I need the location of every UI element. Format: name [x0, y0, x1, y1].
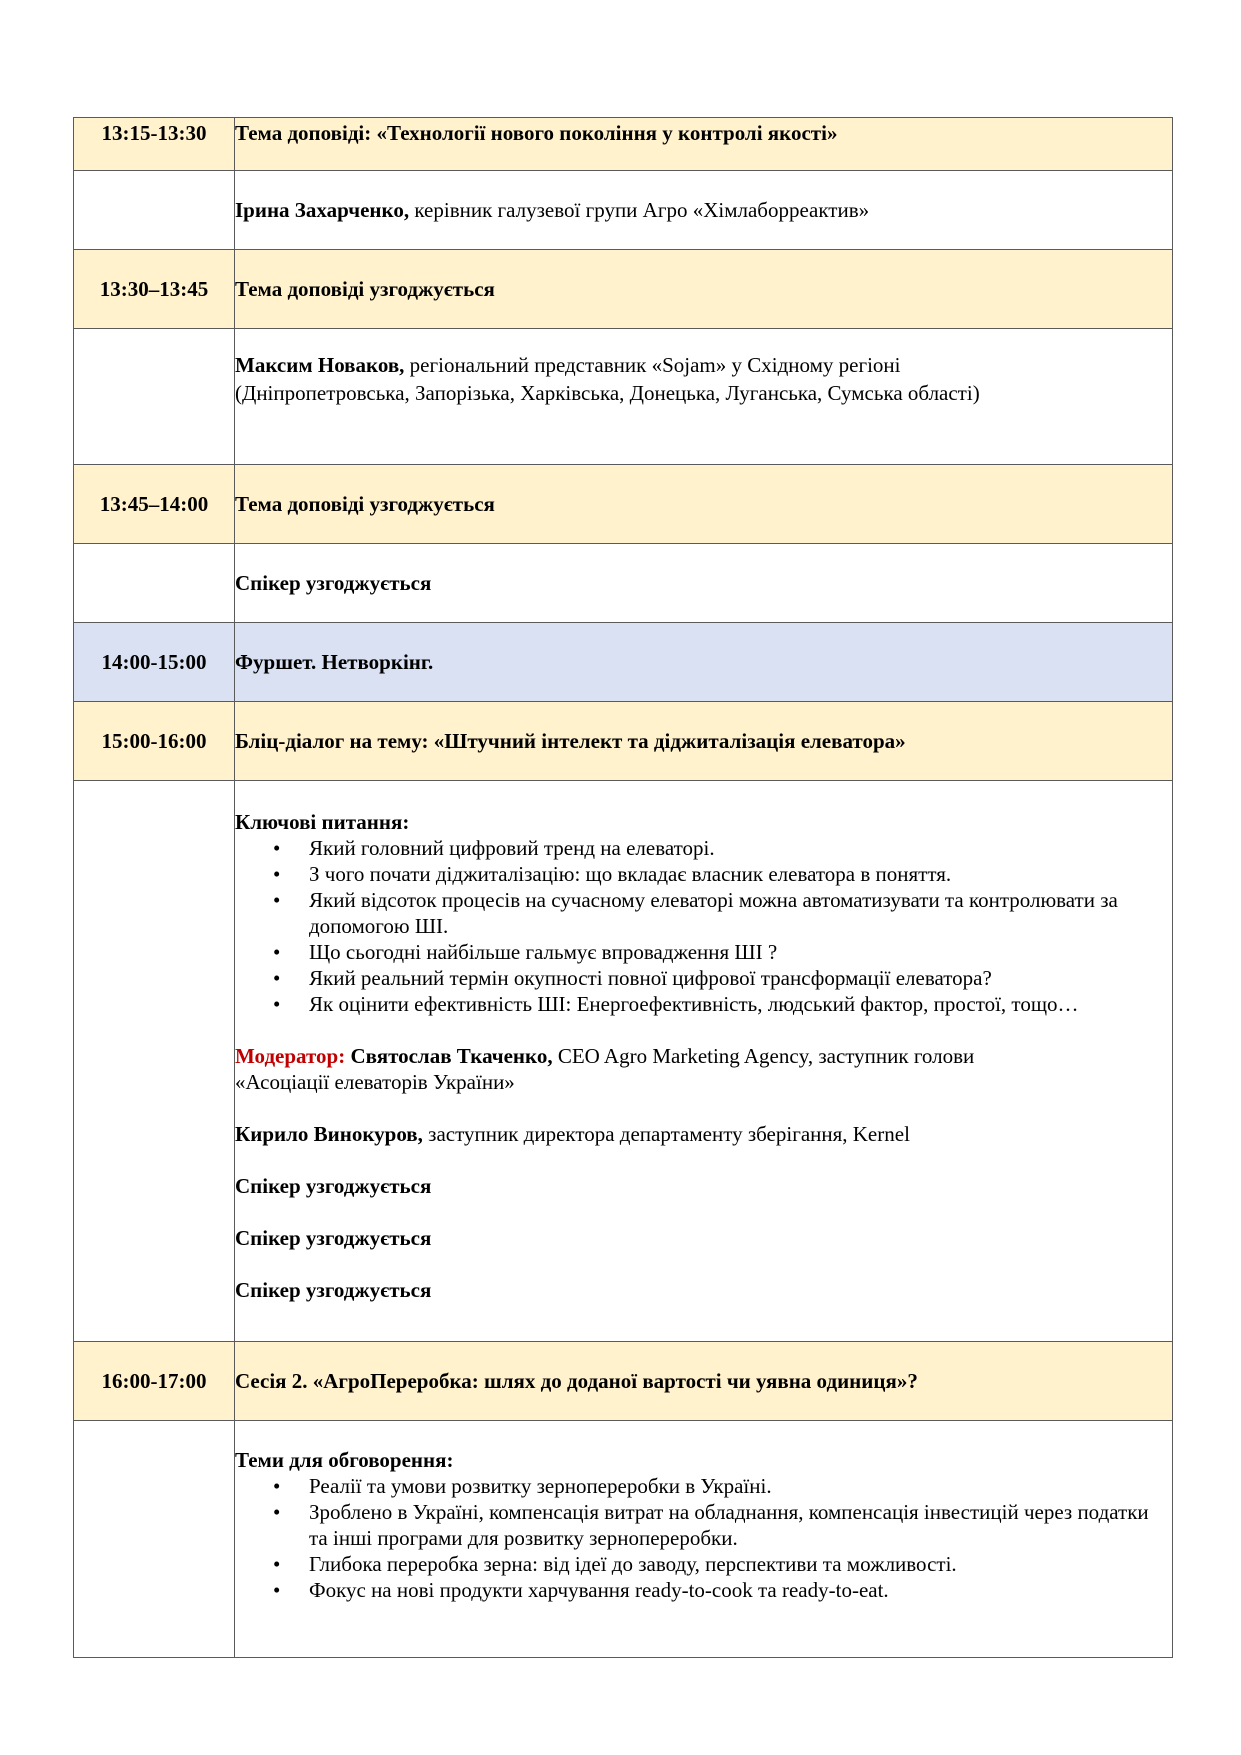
- time-cell: 15:00-16:00: [74, 702, 235, 781]
- details-cell: [235, 781, 1173, 1342]
- agenda-row-details: [74, 1421, 1173, 1658]
- topic-cell: Тема доповіді узгоджується: [235, 250, 1173, 329]
- speaker-regions: (Дніпропетровська, Запорізька, Харківська, Донецька, Луганська, Сумська області): [235, 381, 980, 405]
- moderator-org: «Асоціації елеваторів України»: [235, 1070, 515, 1094]
- bullet-icon: •: [273, 1474, 281, 1498]
- agenda-row-time: [74, 118, 1173, 171]
- speaker-role: заступник директора департаменту зберігання, Kernel: [422, 1122, 910, 1146]
- speaker-tbd: Спікер узгоджується: [235, 1278, 432, 1302]
- topics-heading: Теми для обговорення:: [235, 1448, 454, 1472]
- bullet-icon: •: [273, 940, 281, 964]
- bullet-icon: •: [273, 1500, 281, 1524]
- agenda-row-speaker: [74, 329, 1173, 465]
- agenda-row-speaker: [74, 544, 1173, 623]
- list-item: • Як оцінити ефективність ШІ: Енергоефективність, людський фактор, простої, тощо…: [273, 992, 1079, 1016]
- speaker-name: Максим Новаков,: [235, 353, 405, 377]
- list-item: • Зроблено в Україні, компенсація витрат на обладнання, компенсація інвестицій через податки та інші програми для розвитку зернопереробки.: [273, 1500, 1149, 1550]
- bullet-icon: •: [273, 888, 281, 912]
- topic-cell: Сесія 2. «АгроПереробка: шлях до доданої вартості чи уявна одиниця»?: [235, 1342, 1173, 1421]
- speaker-role: регіональний представник «Sojam» у Східному регіоні: [404, 353, 901, 377]
- moderator-line: [235, 1043, 1172, 1069]
- topic-cell: Бліц-діалог на тему: «Штучний інтелект та діджиталізація елеватора»: [235, 702, 1173, 781]
- speaker-name: Кирило Винокуров,: [235, 1122, 423, 1146]
- topic-cell: Тема доповіді узгоджується: [235, 465, 1173, 544]
- empty-time-cell: [74, 329, 235, 465]
- speaker-tbd: Спікер узгоджується: [235, 1226, 432, 1250]
- bullet-icon: •: [273, 1578, 281, 1602]
- agenda-row-details: [74, 781, 1173, 1342]
- speaker-role: керівник галузевої групи Агро «Хімлаборреактив»: [409, 197, 870, 222]
- bullet-icon: •: [273, 992, 281, 1016]
- list-item: • Що сьогодні найбільше гальмує впровадження ШІ ?: [273, 940, 778, 964]
- agenda-row-break: [74, 623, 1173, 702]
- time-cell: 13:45–14:00: [74, 465, 235, 544]
- agenda-row-time: [74, 702, 1173, 781]
- agenda-row-time: [74, 465, 1173, 544]
- details-cell: [235, 1421, 1173, 1658]
- empty-time-cell: [74, 171, 235, 250]
- list-item: • Фокус на нові продукти харчування ready-to-cook та ready-to-eat.: [273, 1578, 889, 1602]
- speaker-line: [235, 1121, 1172, 1147]
- agenda-row-time: [74, 250, 1173, 329]
- speaker-tbd: Спікер узгоджується: [235, 1174, 432, 1198]
- empty-time-cell: [74, 1421, 235, 1658]
- moderator-name: Святослав Ткаченко,: [345, 1044, 553, 1068]
- bullet-icon: •: [273, 862, 281, 886]
- moderator-label: Модератор:: [235, 1044, 346, 1068]
- bullet-icon: •: [273, 1552, 281, 1576]
- list-item: • Реалії та умови розвитку зернопереробки в Україні.: [273, 1474, 772, 1498]
- time-cell: 13:30–13:45: [74, 250, 235, 329]
- list-item: • Який реальний термін окупності повної цифрової трансформації елеватора?: [273, 966, 992, 990]
- questions-list: [235, 835, 1172, 1017]
- time-cell: 16:00-17:00: [74, 1342, 235, 1421]
- speaker-cell: [235, 171, 1173, 250]
- agenda-table: [73, 117, 1173, 1658]
- moderator-role: CEO Agro Marketing Agency, заступник голови: [552, 1044, 975, 1068]
- questions-heading: Ключові питання:: [235, 810, 410, 834]
- list-item: • Який головний цифровий тренд на елеваторі.: [273, 836, 715, 860]
- topics-list: [235, 1473, 1172, 1603]
- speaker-cell: Спікер узгоджується: [235, 544, 1173, 623]
- bullet-icon: •: [273, 966, 281, 990]
- time-cell: 14:00-15:00: [74, 623, 235, 702]
- bullet-icon: •: [273, 836, 281, 860]
- time-cell: 13:15-13:30: [74, 118, 235, 171]
- list-item: • З чого почати діджиталізацію: що вкладає власник елеватора в поняття.: [273, 862, 952, 886]
- agenda-row-time: [74, 1342, 1173, 1421]
- list-item: • Який відсоток процесів на сучасному елеваторі можна автоматизувати та контролювати за допомогою ШІ.: [273, 888, 1118, 938]
- agenda-row-speaker: [74, 171, 1173, 250]
- speaker-cell: [235, 329, 1173, 465]
- list-item: • Глибока переробка зерна: від ідеї до заводу, перспективи та можливості.: [273, 1552, 957, 1576]
- empty-time-cell: [74, 544, 235, 623]
- empty-time-cell: [74, 781, 235, 1342]
- topic-cell: Фуршет. Нетворкінг.: [235, 623, 1173, 702]
- topic-cell: Тема доповіді: «Технології нового покоління у контролі якості»: [235, 118, 1173, 171]
- speaker-name: Ірина Захарченко,: [235, 197, 410, 222]
